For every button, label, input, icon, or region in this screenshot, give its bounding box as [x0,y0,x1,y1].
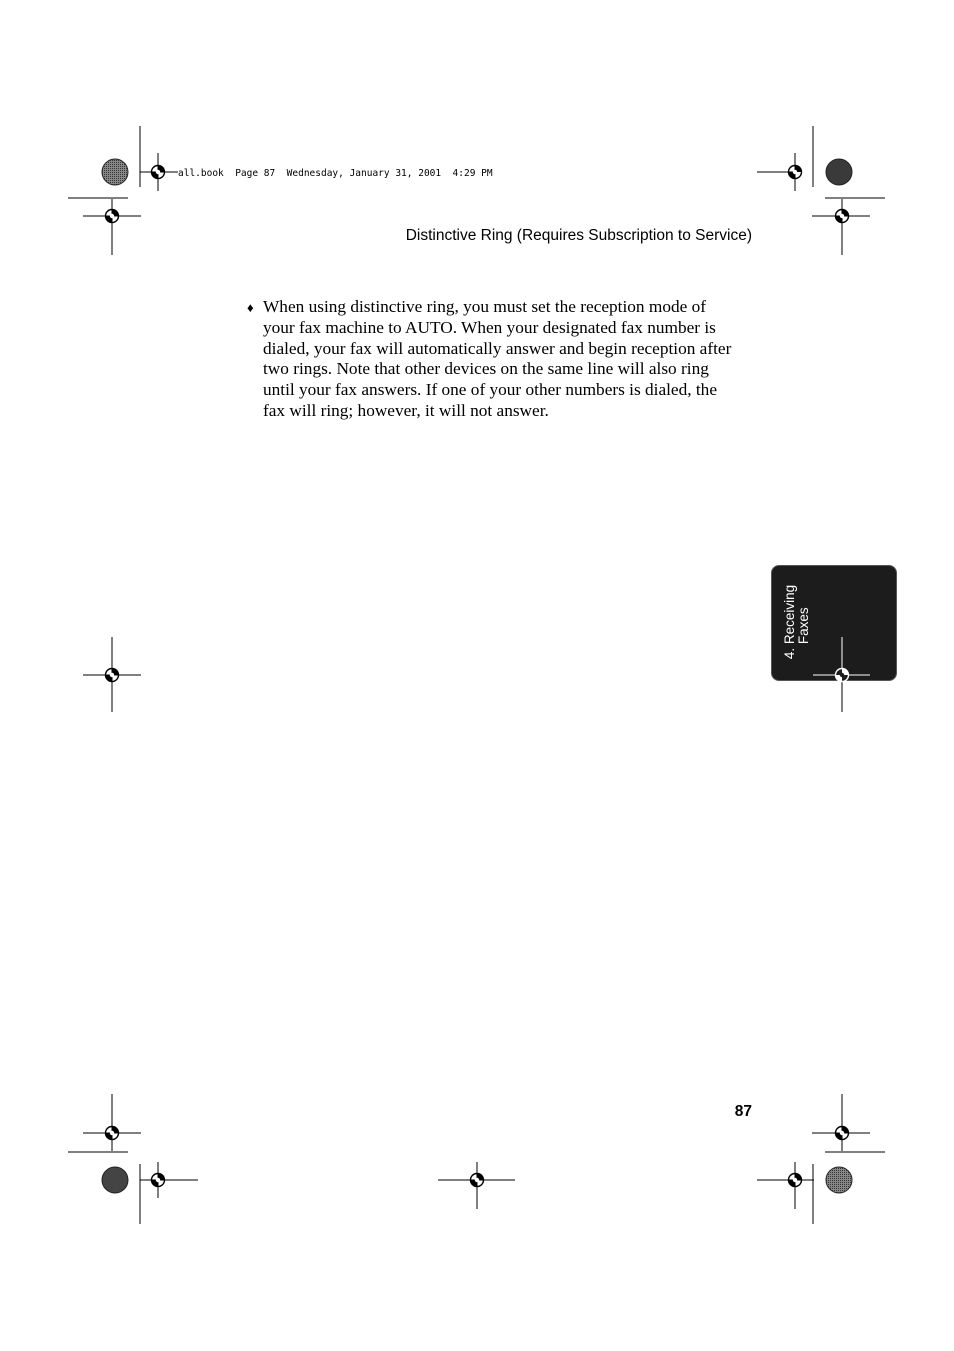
registration-target [836,1127,849,1140]
registration-target [471,1174,484,1187]
registration-target [789,166,802,179]
crop-marks [68,126,885,1224]
printer-slug-line: all.book Page 87 Wednesday, January 31, 2001 4:29 PM [178,168,493,179]
chapter-tab-label: 4. Receiving Faxes [782,584,811,660]
running-header: Distinctive Ring (Requires Subscription to Service) [405,227,752,244]
registration-target [106,210,119,223]
registration-target [152,1174,165,1187]
bullet-paragraph [247,297,747,422]
registration-target [106,1127,119,1140]
chapter-side-tab [771,565,897,681]
registration-target [789,1174,802,1187]
page-number: 87 [734,1103,752,1120]
bullet-text: When using distinctive ring, you must set the reception mode of your fax machine to AUTO. When your designated fax number is dialed, your fax will automatically answer and begin reception after two rings. Note that other devices on the same line will also ring until your fax answers. If one of your other numbers is dialed, the fax will ring; however, it will not answer. [263,297,732,420]
registration-target [106,669,119,682]
diamond-bullet-icon: ♦ [247,300,254,315]
registration-target [152,166,165,179]
registration-target [836,210,849,223]
